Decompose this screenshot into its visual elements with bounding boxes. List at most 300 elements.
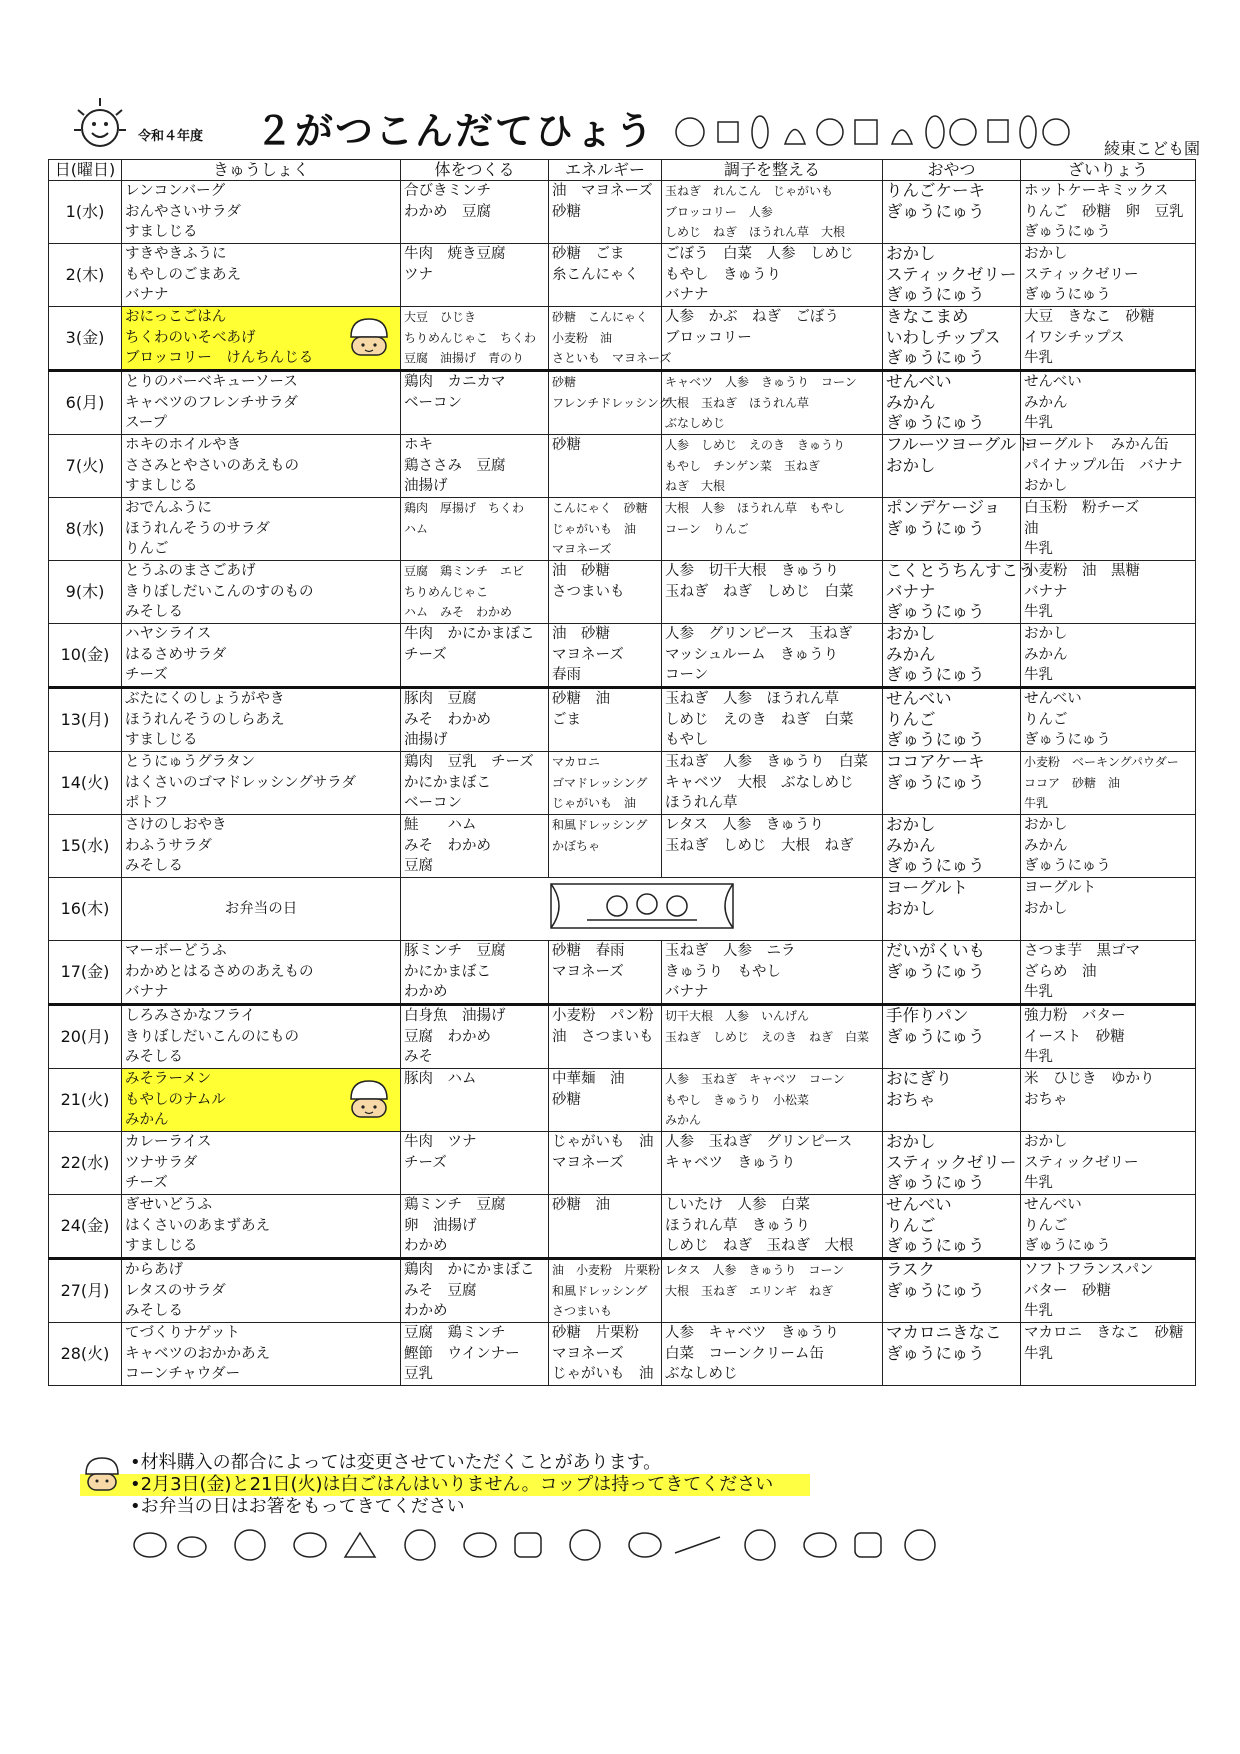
cell-line: ぎゅうにゅう: [886, 665, 985, 684]
condition-cell: [662, 435, 883, 498]
cell-line: せんべい: [886, 1195, 952, 1214]
body-cell: [401, 1005, 549, 1069]
cell-line: 砂糖: [552, 437, 581, 453]
cell-line: コーンチャウダー: [125, 1366, 241, 1382]
era-label: 令和４年度: [138, 129, 204, 144]
cell-line: せんべい: [1024, 374, 1082, 390]
ingredients-cell: [1021, 878, 1196, 941]
cell-line: 砂糖: [552, 1091, 581, 1108]
date-cell: 21(火): [49, 1069, 122, 1132]
table-row: [49, 878, 1196, 941]
cell-line: 強力粉 バター: [1024, 1008, 1126, 1024]
condition-cell: [662, 1005, 883, 1069]
condition-cell: [662, 624, 883, 688]
cell-line: 鰹節 ウインナー: [404, 1345, 520, 1362]
cell-line: かぼちゃ: [552, 838, 601, 853]
condition-cell: [662, 1132, 883, 1195]
cell-line: しめじ ねぎ 玉ねぎ 大根: [665, 1238, 854, 1254]
cell-line: せんべい: [1024, 691, 1082, 707]
cell-line: ちりめんじゃこ ちくわ: [404, 330, 537, 345]
energy-cell: [549, 941, 662, 1005]
cell-line: 白身魚 油揚げ: [404, 1008, 506, 1024]
cell-line: 牛肉 かにかまぼこ: [404, 626, 535, 642]
cell-line: おかし: [1024, 478, 1068, 494]
ingredients-cell: [1021, 181, 1196, 244]
condition-cell: [662, 815, 883, 878]
snack-cell: [883, 624, 1021, 688]
date-cell: 9(木): [49, 561, 122, 624]
cell-line: ヨーグルト みかん缶: [1024, 437, 1169, 453]
cell-line: おかし: [886, 1132, 936, 1151]
bento-label: お弁当の日: [224, 900, 298, 917]
cell-line: ハム: [404, 521, 429, 536]
cell-line: ココア 砂糖 油: [1024, 775, 1121, 790]
cell-line: りんご: [1024, 1217, 1068, 1234]
cell-line: 豚肉 豆腐: [404, 691, 477, 707]
cell-line: ポンデケージョ: [886, 498, 1001, 517]
cell-line: いわしチップス: [886, 327, 1001, 347]
cell-line: おかし: [1024, 246, 1068, 262]
cell-line: レンコンバーグ: [125, 183, 226, 199]
cell-line: 切干大根 人参 いんげん: [665, 1009, 810, 1023]
col-header-energy: エネルギー: [549, 160, 662, 181]
cell-line: バナナ: [125, 984, 169, 1000]
cell-line: 牛乳: [1024, 1049, 1053, 1065]
table-row: [49, 307, 1196, 371]
cell-line: 玉ねぎ ねぎ しめじ 白菜: [665, 583, 854, 600]
stage-performance-icon: [547, 880, 737, 932]
table-row: [49, 371, 1196, 435]
cell-line: ぎゅうにゅう: [886, 201, 985, 221]
cell-line: ぎゅうにゅう: [886, 348, 985, 367]
cell-line: おかし: [886, 624, 936, 643]
ingredients-cell: [1021, 244, 1196, 307]
rice-bowl-icon: [346, 315, 392, 359]
snack-cell: [883, 181, 1021, 244]
snack-cell: [883, 1195, 1021, 1259]
cell-line: ほうれんそうのサラダ: [125, 520, 270, 537]
cell-line: イースト 砂糖: [1024, 1028, 1125, 1045]
table-row: [49, 1259, 1196, 1323]
cell-line: バナナ: [125, 287, 169, 303]
cell-line: せんべい: [886, 372, 952, 391]
date-cell: 27(月): [49, 1259, 122, 1323]
table-row: [49, 1195, 1196, 1259]
cell-line: みかん: [125, 1112, 169, 1128]
cell-line: スティックゼリー: [1024, 266, 1139, 283]
cell-line: ツナ: [404, 266, 433, 283]
cell-line: すましじる: [125, 478, 198, 494]
cell-line: ぎゅうにゅう: [886, 1343, 985, 1363]
cell-line: しいたけ 人参 白菜: [665, 1197, 810, 1213]
cell-line: 和風ドレッシング: [552, 818, 648, 832]
cell-line: チーズ: [125, 667, 168, 683]
cell-line: はくさいのあまずあえ: [125, 1217, 270, 1234]
rice-bowl-icon: [346, 1077, 392, 1121]
lunch-cell: [122, 1259, 401, 1323]
cell-line: バナナ: [665, 287, 709, 303]
cell-line: 牛肉 ツナ: [404, 1134, 477, 1150]
cell-line: 玉ねぎ れんこん じゃがいも: [665, 184, 834, 198]
table-row: [49, 815, 1196, 878]
cell-line: 人参 しめじ えのき きゅうり: [665, 438, 846, 452]
cell-line: 豚ミンチ 豆腐: [404, 943, 506, 959]
cell-line: レタスのサラダ: [125, 1282, 226, 1299]
body-cell: [401, 181, 549, 244]
cell-line: 牛乳: [1024, 1345, 1053, 1362]
ingredients-cell: [1021, 498, 1196, 561]
cell-line: 玉ねぎ しめじ えのき ねぎ 白菜: [665, 1029, 870, 1044]
cell-line: もやし きゅうり: [665, 266, 781, 283]
ingredients-cell: [1021, 752, 1196, 815]
ingredients-cell: [1021, 1132, 1196, 1195]
note-3: •お弁当の日はお箸をもってきてください: [130, 1496, 465, 1517]
date-cell: 8(水): [49, 498, 122, 561]
body-cell: [401, 1195, 549, 1259]
cell-line: ぎゅうにゅう: [886, 1026, 985, 1046]
cell-line: ツナサラダ: [125, 1154, 198, 1171]
cell-line: しろみさかなフライ: [125, 1008, 256, 1024]
energy-cell: [549, 1195, 662, 1259]
cell-line: 油揚げ: [404, 732, 448, 748]
ingredients-cell: [1021, 941, 1196, 1005]
condition-cell: [662, 941, 883, 1005]
cell-line: みそ わかめ: [404, 711, 491, 728]
cell-line: みそしる: [125, 1303, 183, 1319]
energy-cell: [549, 815, 662, 878]
cell-line: わふうサラダ: [125, 837, 212, 854]
snack-cell: [883, 1323, 1021, 1386]
body-cell: [401, 941, 549, 1005]
cell-line: ホキ: [404, 437, 433, 453]
cell-line: すましじる: [125, 732, 198, 748]
cell-line: 油揚げ: [404, 478, 448, 494]
condition-cell: [662, 561, 883, 624]
cell-line: 和風ドレッシング: [552, 1283, 648, 1298]
body-cell: [401, 371, 549, 435]
cell-line: スティックゼリー: [1024, 1154, 1139, 1171]
cell-line: 大豆 ひじき: [404, 310, 477, 324]
table-row: [49, 498, 1196, 561]
body-cell: [401, 1259, 549, 1323]
table-row: [49, 1323, 1196, 1386]
note-1: •材料購入の都合によっては変更させていただくことがあります。: [130, 1452, 662, 1473]
cell-line: 油 砂糖: [552, 626, 610, 642]
cell-line: 鶏ささみ 豆腐: [404, 457, 506, 474]
cell-line: りんごケーキ: [886, 181, 985, 200]
cell-line: コーン りんご: [665, 521, 749, 536]
cell-line: 白玉粉 粉チーズ: [1024, 500, 1140, 516]
table-row: [49, 688, 1196, 752]
cell-line: 砂糖 片栗粉: [552, 1325, 639, 1341]
cell-line: わかめ 豆腐: [404, 203, 491, 220]
cell-line: ほうれんそうのしらあえ: [125, 711, 285, 728]
cell-line: おちゃ: [886, 1089, 936, 1109]
cell-line: 大根 玉ねぎ ほうれん草: [665, 395, 810, 410]
cell-line: ハヤシライス: [125, 626, 212, 642]
cell-line: 鮭 ハム: [404, 817, 477, 833]
cell-line: ポトフ: [125, 795, 169, 811]
cell-line: ぎゅうにゅう: [886, 730, 985, 749]
lunch-cell: [122, 307, 401, 371]
cell-line: ぎゅうにゅう: [886, 772, 985, 792]
cell-line: 玉ねぎ 人参 ほうれん草: [665, 691, 839, 707]
condition-cell: [662, 1069, 883, 1132]
cell-line: おかし: [886, 244, 936, 263]
body-cell: [401, 307, 549, 371]
cell-line: 砂糖 春雨: [552, 943, 625, 959]
cell-line: ぎゅうにゅう: [886, 518, 985, 538]
cell-line: 大豆 きなこ 砂糖: [1024, 309, 1155, 325]
condition-cell: [662, 307, 883, 371]
cell-line: ほうれん草: [665, 795, 738, 811]
cell-line: みかん: [886, 392, 936, 412]
cell-line: とうにゅうグラタン: [125, 754, 256, 770]
notes: [80, 1452, 1080, 1518]
cell-line: バナナ: [886, 581, 936, 601]
snack-cell: [883, 498, 1021, 561]
animals-decoration-icon: [130, 1525, 1050, 1565]
cell-line: キャベツ 大根 ぶなしめじ: [665, 774, 854, 791]
cell-line: わかめ: [404, 1303, 448, 1319]
cell-line: ぎゅうにゅう: [886, 1236, 985, 1255]
cell-line: マヨネーズ: [552, 1154, 624, 1171]
cell-line: みかん: [886, 644, 936, 664]
cell-line: 鶏肉 厚揚げ ちくわ: [404, 501, 525, 515]
cell-line: 人参 かぶ ねぎ ごぼう: [665, 309, 839, 325]
date-cell: 22(水): [49, 1132, 122, 1195]
cell-line: おかし: [886, 898, 936, 918]
cell-line: コーン: [665, 667, 709, 683]
table-row: [49, 752, 1196, 815]
cell-line: みそ わかめ: [404, 837, 491, 854]
cell-line: 油 さつまいも: [552, 1028, 654, 1045]
cell-line: ココアケーキ: [886, 752, 985, 771]
cell-line: キャベツのおかかあえ: [125, 1345, 270, 1362]
ingredients-cell: [1021, 815, 1196, 878]
cell-line: しめじ えのき ねぎ 白菜: [665, 711, 854, 728]
col-header-lunch: きゅうしょく: [122, 160, 401, 181]
cell-line: マッシュルーム きゅうり: [665, 646, 839, 663]
cell-line: おかし: [1024, 626, 1068, 642]
cell-line: 砂糖: [552, 203, 581, 220]
lunch-cell: [122, 561, 401, 624]
cell-line: 油 砂糖: [552, 563, 610, 579]
date-cell: 2(木): [49, 244, 122, 307]
ingredients-cell: [1021, 307, 1196, 371]
col-header-ingredients: ざいりょう: [1021, 160, 1196, 181]
condition-cell: [662, 752, 883, 815]
cell-line: 白菜 コーンクリーム缶: [665, 1345, 824, 1362]
cell-line: マヨネーズ: [552, 542, 612, 556]
date-cell: 3(金): [49, 307, 122, 371]
cell-line: はくさいのゴマドレッシングサラダ: [125, 774, 357, 791]
cell-line: マカロニ: [552, 755, 601, 769]
cell-line: 人参 玉ねぎ グリンピース: [665, 1134, 853, 1150]
bento-picture-cell: [401, 878, 883, 941]
cell-line: 小麦粉 油: [552, 330, 613, 345]
cell-line: じゃがいも 油: [552, 796, 637, 810]
cell-line: 牛乳: [1024, 667, 1053, 683]
table-row: [49, 435, 1196, 498]
cell-line: 豆腐 わかめ: [404, 1028, 491, 1045]
cell-line: ベーコン: [404, 795, 462, 811]
snack-cell: [883, 878, 1021, 941]
ingredients-cell: [1021, 1323, 1196, 1386]
cell-line: マカロニきなこ: [886, 1323, 1002, 1342]
ingredients-cell: [1021, 1005, 1196, 1069]
cell-line: 卵 油揚げ: [404, 1217, 477, 1234]
date-cell: 16(木): [49, 878, 122, 941]
cell-line: おかし: [886, 815, 936, 834]
date-cell: 6(月): [49, 371, 122, 435]
lunch-cell: [122, 435, 401, 498]
cell-line: みそしる: [125, 1049, 183, 1065]
energy-cell: [549, 435, 662, 498]
cell-line: りんご 砂糖 卵 豆乳: [1024, 203, 1184, 220]
col-header-snack: おやつ: [883, 160, 1021, 181]
cell-line: 手作りパン: [886, 1006, 969, 1025]
cell-line: ぎゅうにゅう: [1024, 858, 1111, 874]
energy-cell: [549, 498, 662, 561]
lunch-cell: [122, 941, 401, 1005]
cell-line: みそしる: [125, 604, 183, 620]
cell-line: もやしのナムル: [125, 1091, 226, 1108]
lunch-cell: [122, 1005, 401, 1069]
cell-line: きりぼしだいこんのにもの: [125, 1028, 299, 1045]
energy-cell: [549, 624, 662, 688]
cell-line: さけのしおやき: [125, 817, 227, 833]
cell-line: ざらめ 油: [1024, 963, 1097, 980]
date-cell: 20(月): [49, 1005, 122, 1069]
cell-line: 砂糖 油: [552, 1197, 610, 1213]
cell-line: 小麦粉 ベーキングパウダー: [1024, 755, 1179, 769]
cell-line: 牛乳: [1024, 350, 1053, 366]
ingredients-cell: [1021, 371, 1196, 435]
ingredients-cell: [1021, 435, 1196, 498]
cell-line: こんにゃく 砂糖: [552, 501, 648, 515]
cell-line: 玉ねぎ 人参 ニラ: [665, 943, 796, 959]
date-cell: 10(金): [49, 624, 122, 688]
cell-line: 春雨: [552, 667, 581, 683]
date-cell: 14(火): [49, 752, 122, 815]
energy-cell: [549, 1069, 662, 1132]
cell-line: おでんふうに: [125, 500, 212, 516]
cell-line: ねぎ 大根: [665, 479, 726, 493]
lunch-cell: [122, 498, 401, 561]
cell-line: ぎゅうにゅう: [886, 285, 985, 304]
menu-body: [49, 181, 1196, 1386]
cell-line: すましじる: [125, 224, 198, 240]
cell-line: ブロッコリー 人参: [665, 204, 773, 219]
cell-line: ラスク: [886, 1260, 936, 1279]
table-row: [49, 561, 1196, 624]
lunch-cell: [122, 1323, 401, 1386]
snack-cell: [883, 435, 1033, 498]
cell-line: ぎゅうにゅう: [886, 1280, 985, 1300]
cell-line: ぎゅうにゅう: [886, 961, 985, 981]
cell-line: ヨーグルト: [886, 878, 969, 897]
cell-line: じゃがいも 油: [552, 1366, 654, 1382]
cell-line: レタス 人参 きゅうり: [665, 817, 824, 833]
lunch-cell: [122, 1132, 401, 1195]
cell-line: おかし: [1024, 1134, 1068, 1150]
cell-line: わかめ: [404, 1238, 448, 1254]
cell-line: ぎせいどうふ: [125, 1197, 212, 1213]
table-row: [49, 181, 1196, 244]
cell-line: フレンチドレッシング: [552, 395, 671, 410]
cell-line: きなこまめ: [886, 307, 969, 326]
cell-line: とりのバーベキューソース: [125, 374, 298, 390]
cell-line: 豚肉 ハム: [404, 1071, 477, 1087]
cell-line: ぎゅうにゅう: [886, 1173, 985, 1192]
energy-cell: [549, 181, 662, 244]
cell-line: こくとうちんすこう: [886, 561, 1035, 580]
cell-line: 中華麺 油: [552, 1071, 625, 1087]
cell-line: 牛乳: [1024, 1175, 1053, 1191]
body-cell: [401, 752, 549, 815]
date-cell: 1(水): [49, 181, 122, 244]
table-row: [49, 1132, 1196, 1195]
body-cell: [401, 1069, 549, 1132]
body-cell: [401, 561, 549, 624]
body-cell: [401, 815, 549, 878]
cell-line: ヨーグルト: [1024, 880, 1097, 896]
vegetables-decoration-icon: [670, 110, 1070, 152]
cell-line: バナナ: [1024, 583, 1068, 600]
cell-line: 豆腐 鶏ミンチ エビ: [404, 564, 525, 578]
col-header-body: 体をつくる: [401, 160, 549, 181]
sun-mascot-icon: [70, 96, 130, 156]
cell-line: てづくりナゲット: [125, 1325, 240, 1341]
cell-line: ぶたにくのしょうがやき: [125, 691, 285, 707]
body-cell: [401, 498, 549, 561]
condition-cell: [662, 244, 883, 307]
energy-cell: [549, 688, 662, 752]
cell-line: チーズ: [125, 1175, 168, 1191]
cell-line: ホットケーキミックス: [1024, 183, 1169, 199]
cell-line: キャベツのフレンチサラダ: [125, 394, 298, 411]
body-cell: [401, 624, 549, 688]
cell-line: バナナ: [665, 984, 709, 1000]
cell-line: ぶなしめじ: [665, 1366, 738, 1382]
cell-line: りんご: [125, 541, 169, 557]
ingredients-cell: [1021, 1195, 1196, 1259]
snack-cell: [883, 1069, 1021, 1132]
condition-cell: [662, 688, 883, 752]
cell-line: 牛乳: [1024, 984, 1053, 1000]
cell-line: 人参 玉ねぎ キャベツ コーン: [665, 1072, 845, 1086]
cell-line: 砂糖 こんにゃく: [552, 310, 648, 324]
cell-line: ハム みそ わかめ: [404, 605, 513, 619]
cell-line: おにっこごはん: [125, 309, 227, 325]
cell-line: マヨネーズ: [552, 646, 624, 663]
cell-line: かにかまぼこ: [404, 963, 491, 980]
cell-line: マヨネーズ: [552, 1345, 624, 1362]
condition-cell: [662, 181, 883, 244]
cell-line: 豆腐: [404, 858, 433, 874]
cell-line: バター 砂糖: [1024, 1282, 1111, 1299]
lunch-cell: [122, 815, 401, 878]
header: [50, 92, 1200, 162]
cell-line: スティックゼリー: [886, 1152, 1017, 1172]
snack-cell: [883, 941, 1021, 1005]
cell-line: 砂糖: [552, 375, 577, 389]
cell-line: おかし: [1024, 900, 1068, 917]
school-name: 綾東こども園: [1103, 139, 1200, 158]
cell-line: 米 ひじき ゆかり: [1024, 1071, 1155, 1087]
lunch-cell: [122, 752, 401, 815]
